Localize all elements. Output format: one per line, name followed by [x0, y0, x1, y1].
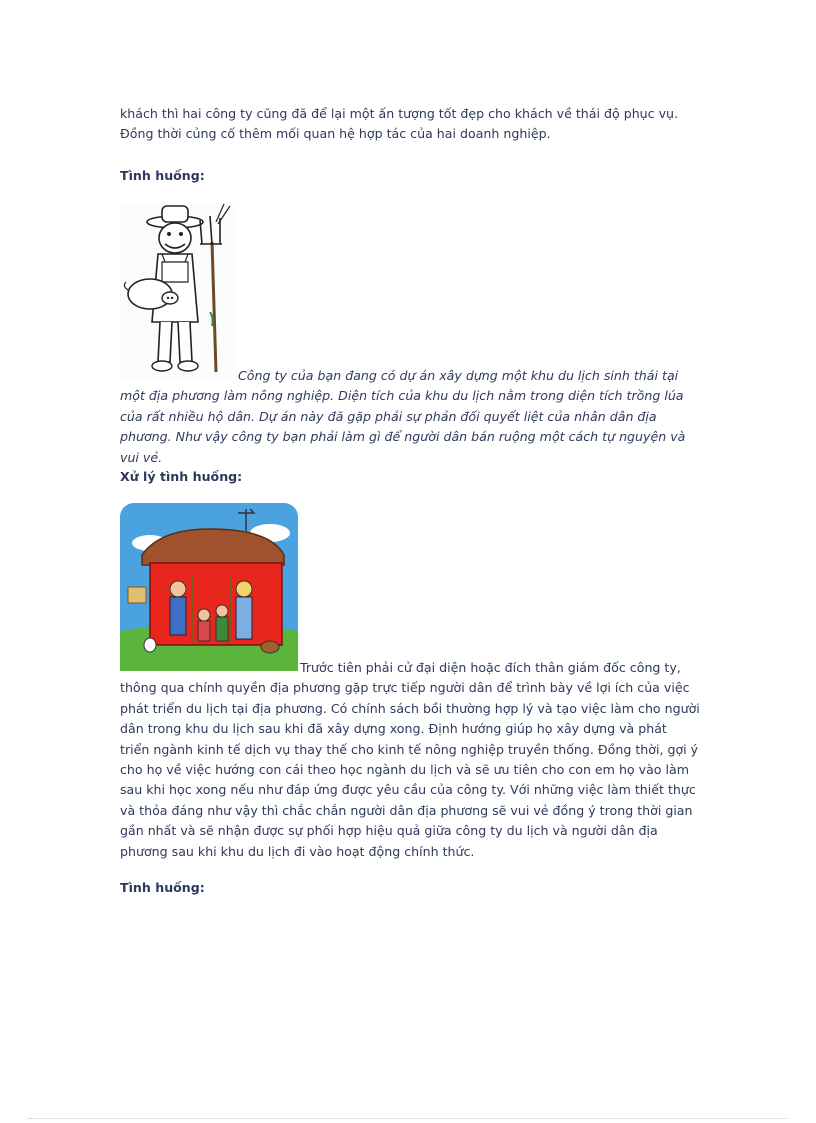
situation-text-1: Công ty của bạn đang có dự án xây dựng một khu du lịch sinh thái tại một địa phương làm nông nghiệp. Diện tích của khu du lịch nằm trong diện tích trồng lúa của rất nhiều hộ dân. Dự án này đã gặp phải sự phản đối quyết liệt của nhân dân địa phương. Như vậy công ty bạn phải làm gì để người dân bán ruộng một cách tự nguyện và vui vẻ. — [120, 368, 686, 465]
situation-heading-2: Tình huống: — [120, 880, 205, 895]
farmer-illustration — [120, 202, 238, 380]
intro-paragraph: khách thì hai công ty cũng đã để lại một ấn tượng tốt đẹp cho khách về thái độ phục vụ. Đồng thời củng cố thêm mối quan hệ hợp tác của hai doanh nghiệp. — [120, 106, 679, 142]
page-bottom-divider — [28, 1118, 788, 1119]
barn-family-illustration — [120, 503, 298, 671]
handling-text: Trước tiên phải cử đại diện hoặc đích thân giám đốc công ty, thông qua chính quyền địa phương gặp trực tiếp người dân để trình bày về lợi ích của việc phát triển du lịch tại địa phương. Có chính sách bồi thường hợp lý và tạo việc làm cho người dân trong khu du lịch sau khi đã xây dựng xong. Định hướng giúp họ xây dựng và phát triển ngành kinh tế dịch vụ thay thế cho kinh tế nông nghiệp truyền thống. Đồng thời, gợi ý cho họ về việc hướng con cái theo học ngành du lịch và sẽ ưu tiên cho con em họ vào làm sau khi học xong nếu như đáp ứng được yêu cầu của công ty. Với những việc làm thiết thực và thỏa đáng như vậy thì chắc chắn người dân địa phương sẽ vui vẻ đồng ý trong thời gian gần nhất và sẽ nhận được sự phối hợp hiệu quả giữa công ty du lịch và người dân địa phương sau khi khu du lịch đi vào hoạt động chính thức. — [120, 660, 700, 859]
situation-heading-1: Tình huống: — [120, 168, 205, 183]
handling-heading: Xử lý tình huống: — [120, 469, 243, 484]
